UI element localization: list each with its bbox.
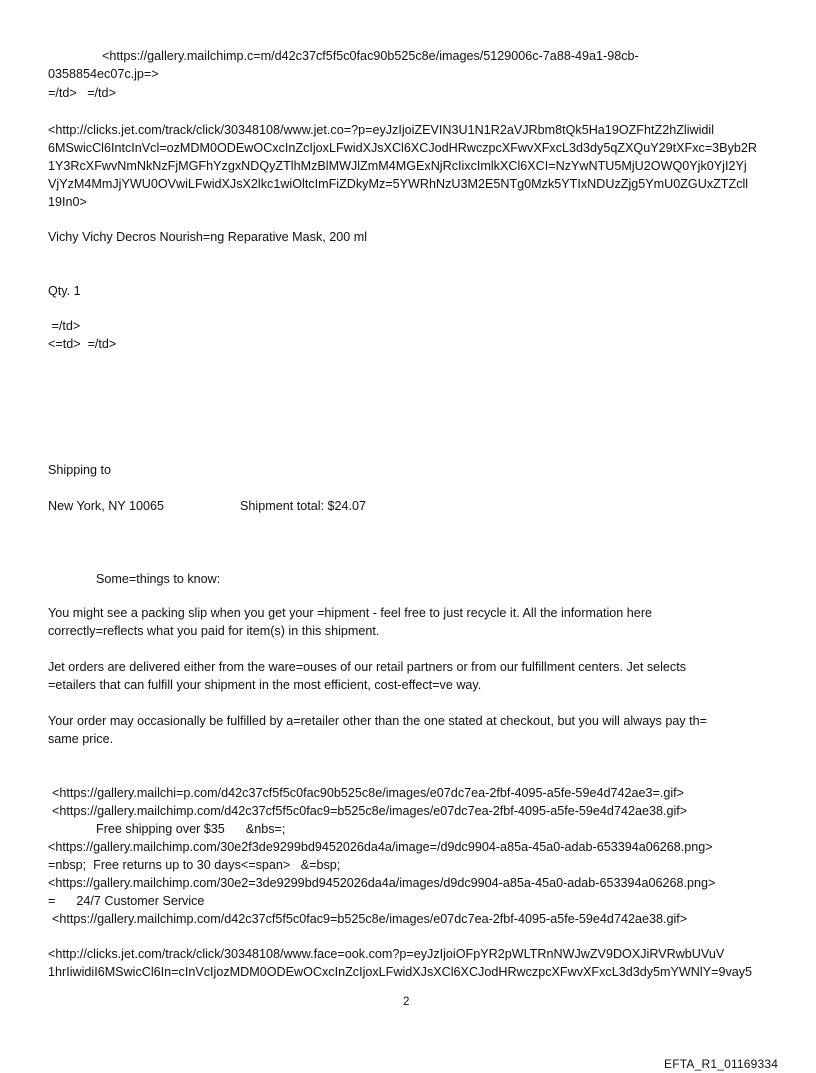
markup-line: <=td> =/td> [48,337,117,351]
image-url-line: <https://gallery.mailchimp.com/30e2f3de9299bd9452026da4a/image=/d9dc9904-a85a-45a0-adab-653394a06268.png> [48,840,713,854]
shipment-total: Shipment total: $24.07 [240,499,367,513]
shipping-label: Shipping to [48,463,112,477]
product-name: Vichy Vichy Decros Nourish=ng Reparative Mask, 200 ml [48,230,368,244]
page-number: 2 [403,996,410,1008]
benefit-customer-service: = 24/7 Customer Service [48,894,205,908]
markup-line: =/td> =/td> [48,86,116,100]
image-url-line: <https://gallery.mailchi=p.com/d42c37cf5f5c0fac90b525c8e/images/e07dc7ea-2fbf-4095-a5fe-59e4d742ae3=.gif> [52,786,684,800]
quantity: Qty. 1 [48,284,81,298]
tracking-url-line: 6MSwicCl6IntcInVcl=ozMDM0ODEwOCxcInZcIjoxLFwidXJsXCl6XCJodHRwczpcXFwvXFxcL3d3dy5qZXQuY29tXFxc=3Byb2R [48,141,757,155]
image-url-line: <https://gallery.mailchimp.com/d42c37cf5f5c0fac9=b525c8e/images/e07dc7ea-2fbf-4095-a5fe-59e4d742ae38.gif> [52,912,688,926]
image-url-line: <https://gallery.mailchimp.c=m/d42c37cf5f5c0fac90b525c8e/images/5129006c-7a88-49a1-98cb- [102,49,639,63]
benefit-free-returns: =nbsp; Free returns up to 30 days<=span> &=bsp; [48,858,341,872]
info-paragraph-line: Jet orders are delivered either from the ware=ouses of our retail partners or from our fulfillment centers. Jet selects [48,660,687,674]
tracking-url-line: VjYzM4MmJjYWU0OVwiLFwidXJsX2lkc1wiOltcImFiZDkyMz=5YWRhNzU3M2E5NTg0Mzk5YTIxNDUzZjg5YmU0ZGUxZTZcll [48,177,749,191]
image-url-line: <https://gallery.mailchimp.com/30e2=3de9299bd9452026da4a/images/d9dc9904-a85a-45a0-adab-653394a06268.png> [48,876,716,890]
benefit-free-shipping: Free shipping over $35 &nbs=; [96,822,286,836]
info-paragraph-line: same price. [48,732,114,746]
image-url-line: 0358854ec07c.jp=> [48,67,159,81]
tracking-url-line: 1hrIiwidiI6MSwicCl6In=cInVcIjozMDM0ODEwOCxcInZcIjoxLFwidXJsXCl6XCJodHRwczpcXFwvXFxcL3d3dy5mYWNlY=9vay5 [48,965,753,979]
info-paragraph-line: Your order may occasionally be fulfilled by a=retailer other than the one stated at checkout, but you will always pay th= [48,714,707,728]
info-paragraph-line: You might see a packing slip when you get your =hipment - feel free to just recycle it. All the information here [48,606,653,620]
section-heading: Some=things to know: [96,572,221,586]
tracking-url-line: <http://clicks.jet.com/track/click/30348108/www.jet.co=?p=eyJzIjoiZEVIN3U1N1R2aVJRbm8tQk5Ha19OZFhtZ2hZliwidil [48,123,714,137]
info-paragraph-line: =etailers that can fulfill your shipment in the most efficient, cost-effect=ve way. [48,678,482,692]
tracking-url-line: 19In0> [48,195,87,209]
tracking-url-line: 1Y3RcXFwvNmNkNzFjMGFhYzgxNDQyZTlhMzBlMWJlZmM4MGExNjRcIixcImlkXCl6XCI=NzYwNTU5MjU2OWQ0Yjk0YjI2Yj [48,159,747,173]
image-url-line: <https://gallery.mailchimp.com/d42c37cf5f5c0fac9=b525c8e/images/e07dc7ea-2fbf-4095-a5fe-59e4d742ae38.gif> [52,804,688,818]
shipping-address: New York, NY 10065 [48,499,164,513]
markup-line: =/td> [48,319,81,333]
info-paragraph-line: correctly=reflects what you paid for item(s) in this shipment. [48,624,380,638]
document-id-footer: EFTA_R1_01169334 [664,1057,779,1071]
tracking-url-line: <http://clicks.jet.com/track/click/30348108/www.face=ook.com?p=eyJzIjoiOFpYR2pWLTRnNWJwZV9DOXJiRVRwbUVuV [48,947,725,961]
